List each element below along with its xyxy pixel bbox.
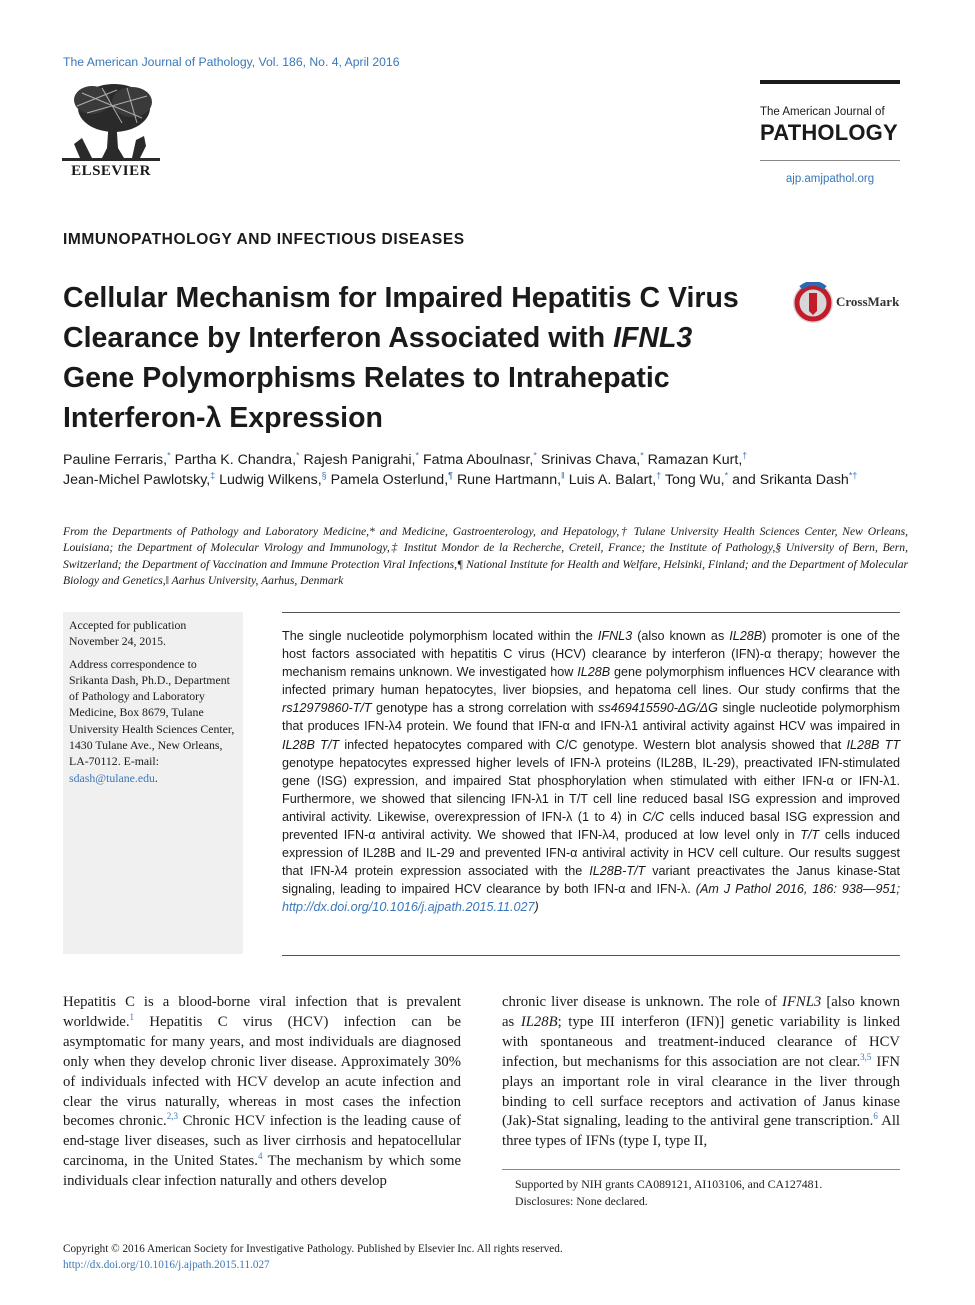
affiliation-mark[interactable]: * [415, 450, 419, 461]
abstract-text: cells induced basal ISG expression and prevented IFN-α antiviral activity. We showed that IFN-λ4, produced at low level only in [282, 809, 900, 843]
author-name: Partha K. Chandra, [174, 452, 297, 468]
genotype-name: IL28B TT [846, 737, 901, 752]
author-name: Pamela Osterlund, [330, 472, 449, 488]
abstract-text: cells induced expression of IL28B and IL-29 and prevented IFN-α antiviral activity in HCV cell culture. Our results suggest that IFN-λ4 protein expression associated with the [282, 828, 900, 879]
crossmark-icon [792, 282, 834, 324]
citation-end: ) [534, 900, 539, 915]
author-name: Srinivas Chava, [540, 452, 641, 468]
gene-name: IFNL3 [597, 629, 633, 643]
brand-bottom-rule [760, 160, 900, 161]
body-text: The mechanism by which some individuals clear infection naturally and others develop [63, 1153, 461, 1190]
body-column-2 [502, 993, 900, 1152]
affiliations: From the Departments of Pathology and Laboratory Medicine,* and Medicine, Gastroenterology, and Hepatology,† Tulane University Health Sciences Center, New Orleans, Louisiana; the Department of Molecular Virology and Immunology,‡ Institut Mondor de la Recherche, Creteil, France; the Institute of Pathology,§ University of Bern, Bern, Switzerland; the Department of Vaccination and Immune Protection Viral Infections,¶ National Institute for Health and Welfare, Helsinki, Finland; and the Department of Molecular Biology and Genetics,‖ Aarhus University, Aarhus, Denmark [63, 525, 908, 587]
author-name: Luis A. Balart, [568, 472, 657, 488]
body-text: ; type III interferon (IFN)] genetic variability is linked with spontaneous and treatment-induced clearance of HCV infection, but mechanisms for this association are not clear. [502, 1013, 900, 1070]
abstract-text: gene polymorphism influences HCV clearance with infected primary human hepatocytes, liver biopsies, and hepatoma cell lines. Our study confirms that the [282, 665, 900, 698]
affiliation-mark[interactable]: * [724, 470, 729, 481]
affiliation-mark[interactable]: † [656, 470, 662, 481]
journal-citation: The American Journal of Pathology, Vol. 186, No. 4, April 2016 [63, 55, 400, 69]
title-line-2: Clearance by Interferon Associated with [63, 322, 614, 354]
copyright-line: Copyright © 2016 American Society for Investigative Pathology. Published by Elsevier Inc. All rights reserved. [63, 1243, 563, 1255]
body-text: Hepatitis C is a blood-borne viral infection that is prevalent worldwide. [63, 994, 461, 1030]
journal-url-link[interactable]: ajp.amjpathol.org [785, 173, 875, 185]
body-text: [also known as [502, 994, 900, 1030]
body-column-1 [63, 993, 461, 1192]
body-text: chronic liver disease is unknown. The role of [502, 994, 783, 1010]
abstract-text: genotype has a strong correlation with [371, 701, 599, 716]
copyright-doi-link[interactable]: http://dx.doi.org/10.1016/j.ajpath.2015.11.027 [63, 1259, 270, 1271]
section-heading: IMMUNOPATHOLOGY AND INFECTIOUS DISEASES [63, 231, 465, 248]
title-line-3: Gene Polymorphisms Relates to Intrahepatic [63, 362, 670, 394]
abstract-text: ) promoter is one of the host factors associated with hepatitis C virus (HCV) clearance by interferon (IFN)-α therapy; however the mechanism remains unknown. We investigated how [282, 629, 900, 680]
author-name: Tong Wu, [664, 472, 725, 488]
journal-name-small: The American Journal of [760, 106, 885, 118]
crossmark-label: CrossMark [836, 294, 900, 309]
abstract-text: The single nucleotide polymorphism located within the [282, 629, 598, 643]
author-name: Rune Hartmann, [456, 472, 562, 488]
affiliation-mark[interactable]: ‖ [561, 470, 565, 481]
genotype-name: rs12979860-T/T [282, 701, 372, 716]
affiliation-mark[interactable]: ¶ [448, 470, 453, 481]
abstract-text: (also known as [632, 629, 730, 643]
affiliation-mark[interactable]: † [742, 450, 748, 461]
author-name: Fatma Aboulnasr, [422, 452, 534, 468]
correspondence-text: Address correspondence to Srikanta Dash, Ph.D., Department of Pathology and Laboratory Medicine, Box 8679, Tulane University Health Sciences Center, 1430 Tulane Ave., New Orleans, LA-70112. E-mail: [69, 656, 235, 769]
genotype-name: IL28B-T/T [589, 864, 646, 879]
abstract [282, 627, 900, 917]
citation-text: (Am J Pathol 2016, 186: 938—951; [695, 882, 901, 897]
reference-link[interactable]: 2,3 [166, 1111, 178, 1122]
footnote-rule [502, 1169, 900, 1170]
genotype-name: C/C [642, 809, 665, 824]
author-name: Rajesh Panigrahi, [303, 452, 416, 468]
reference-link[interactable]: 4 [257, 1151, 263, 1162]
gene-name: IFNL3 [782, 994, 822, 1010]
body-text: IFN plays an important role in viral clearance in the liver through binding to cell surface receptors and activation of Janus kinase (Jak)-Stat signaling, leading to the antiviral gene transcription. [502, 1053, 900, 1130]
snp-name: ss469415590-ΔG/ΔG [598, 701, 718, 716]
affiliation-mark[interactable]: * [167, 450, 171, 461]
journal-name-big: PATHOLOGY [760, 120, 898, 145]
article-info-box [63, 612, 243, 954]
abstract-top-rule [282, 612, 900, 613]
title-line-4: Interferon-λ Expression [63, 402, 383, 434]
gene-name: IL28B [520, 1013, 558, 1030]
crossmark-badge[interactable] [792, 282, 902, 324]
author-name: Ramazan Kurt, [647, 452, 743, 468]
author-name: Ludwig Wilkens, [219, 472, 322, 488]
journal-brand [760, 80, 900, 185]
publisher-name: ELSEVIER [71, 163, 151, 179]
abstract-text: single nucleotide polymorphism that produces IFN-λ4 protein. We found that IFN-α and IFN-λ1 antiviral activity against HCV was impaired in [282, 701, 900, 734]
affiliation-mark[interactable]: * [533, 450, 537, 461]
author-name: and Srikanta Dash [732, 472, 849, 488]
title-line-1: Cellular Mechanism for Impaired Hepatitis C Virus [63, 282, 739, 314]
affiliation-mark[interactable]: * [296, 450, 300, 461]
footnotes [515, 1176, 905, 1210]
abstract-text: genotype hepatocytes expressed higher levels of IFN-λ proteins (IL28B, IL-29), preactivated IFN-stimulated gene (ISG) expression, and impaired Stat phosphorylation when stimulated with either IFN-α or IFN-λ1. Furthermore, we showed that silencing IFN-λ1 in T/T cell line reduced basal ISG expression and improved antiviral activity. Likewise, overexpression of IFN-λ (1 to 4) in [282, 755, 900, 824]
affiliation-mark[interactable]: * [640, 450, 644, 461]
correspondence-suffix: . [154, 770, 158, 785]
title-gene-name: IFNL3 [613, 322, 693, 354]
genotype-name: T/T [800, 828, 820, 843]
gene-name: IL28B [729, 629, 763, 643]
body-text: Hepatitis C virus (HCV) infection can be asymptomatic for many years, and most individuals are diagnosed only when they develop chronic liver disease. Approximately 30% of individuals infected with HCV develop an acute infection and clear the virus naturally, whereas in most cases the infection becomes chronic. [63, 1013, 461, 1130]
affiliation-mark[interactable]: § [321, 470, 327, 481]
abstract-text: variant preactivates the Janus kinase-Stat signaling, leading to impaired HCV clearance by both IFN-α and IFN-λ. [282, 864, 900, 897]
brand-top-rule [760, 80, 900, 84]
author-name: Pauline Ferraris, [63, 452, 168, 468]
correspondence-address [69, 656, 237, 786]
body-text: All three types of IFNs (type I, type II, [502, 1113, 900, 1150]
disclosures-note: Disclosures: None declared. [515, 1194, 648, 1208]
body-text: Chronic HCV infection is the leading cause of end-stage liver diseases, such as liver cirrhosis and hepatocellular carcinoma, in the United States. [63, 1113, 461, 1170]
affiliation-mark[interactable]: ‡ [210, 470, 216, 481]
affiliation-mark[interactable]: *† [848, 470, 858, 481]
correspondence-email-link[interactable]: sdash@tulane.edu [69, 770, 155, 785]
elsevier-tree-icon [62, 78, 160, 162]
genotype-name: IL28B T/T [282, 737, 340, 752]
author-name: Jean-Michel Pawlotsky, [63, 472, 211, 488]
funding-note: Supported by NIH grants CA089121, AI103106, and CA127481. [515, 1177, 823, 1191]
gene-name: IL28B [577, 665, 611, 680]
reference-link[interactable]: 6 [873, 1111, 878, 1122]
copyright-block [63, 1241, 563, 1273]
abstract-doi-link[interactable]: http://dx.doi.org/10.1016/j.ajpath.2015.11.027 [282, 900, 535, 915]
abstract-text: infected hepatocytes compared with C/C genotype. Western blot analysis showed that [339, 737, 847, 752]
article-title [63, 278, 773, 438]
author-list [63, 450, 908, 490]
reference-link[interactable]: 1 [129, 1012, 134, 1023]
reference-link[interactable]: 3,5 [860, 1051, 872, 1062]
accepted-date: Accepted for publication November 24, 2015. [69, 618, 187, 649]
abstract-bottom-rule [282, 955, 900, 956]
elsevier-logo [62, 78, 160, 180]
